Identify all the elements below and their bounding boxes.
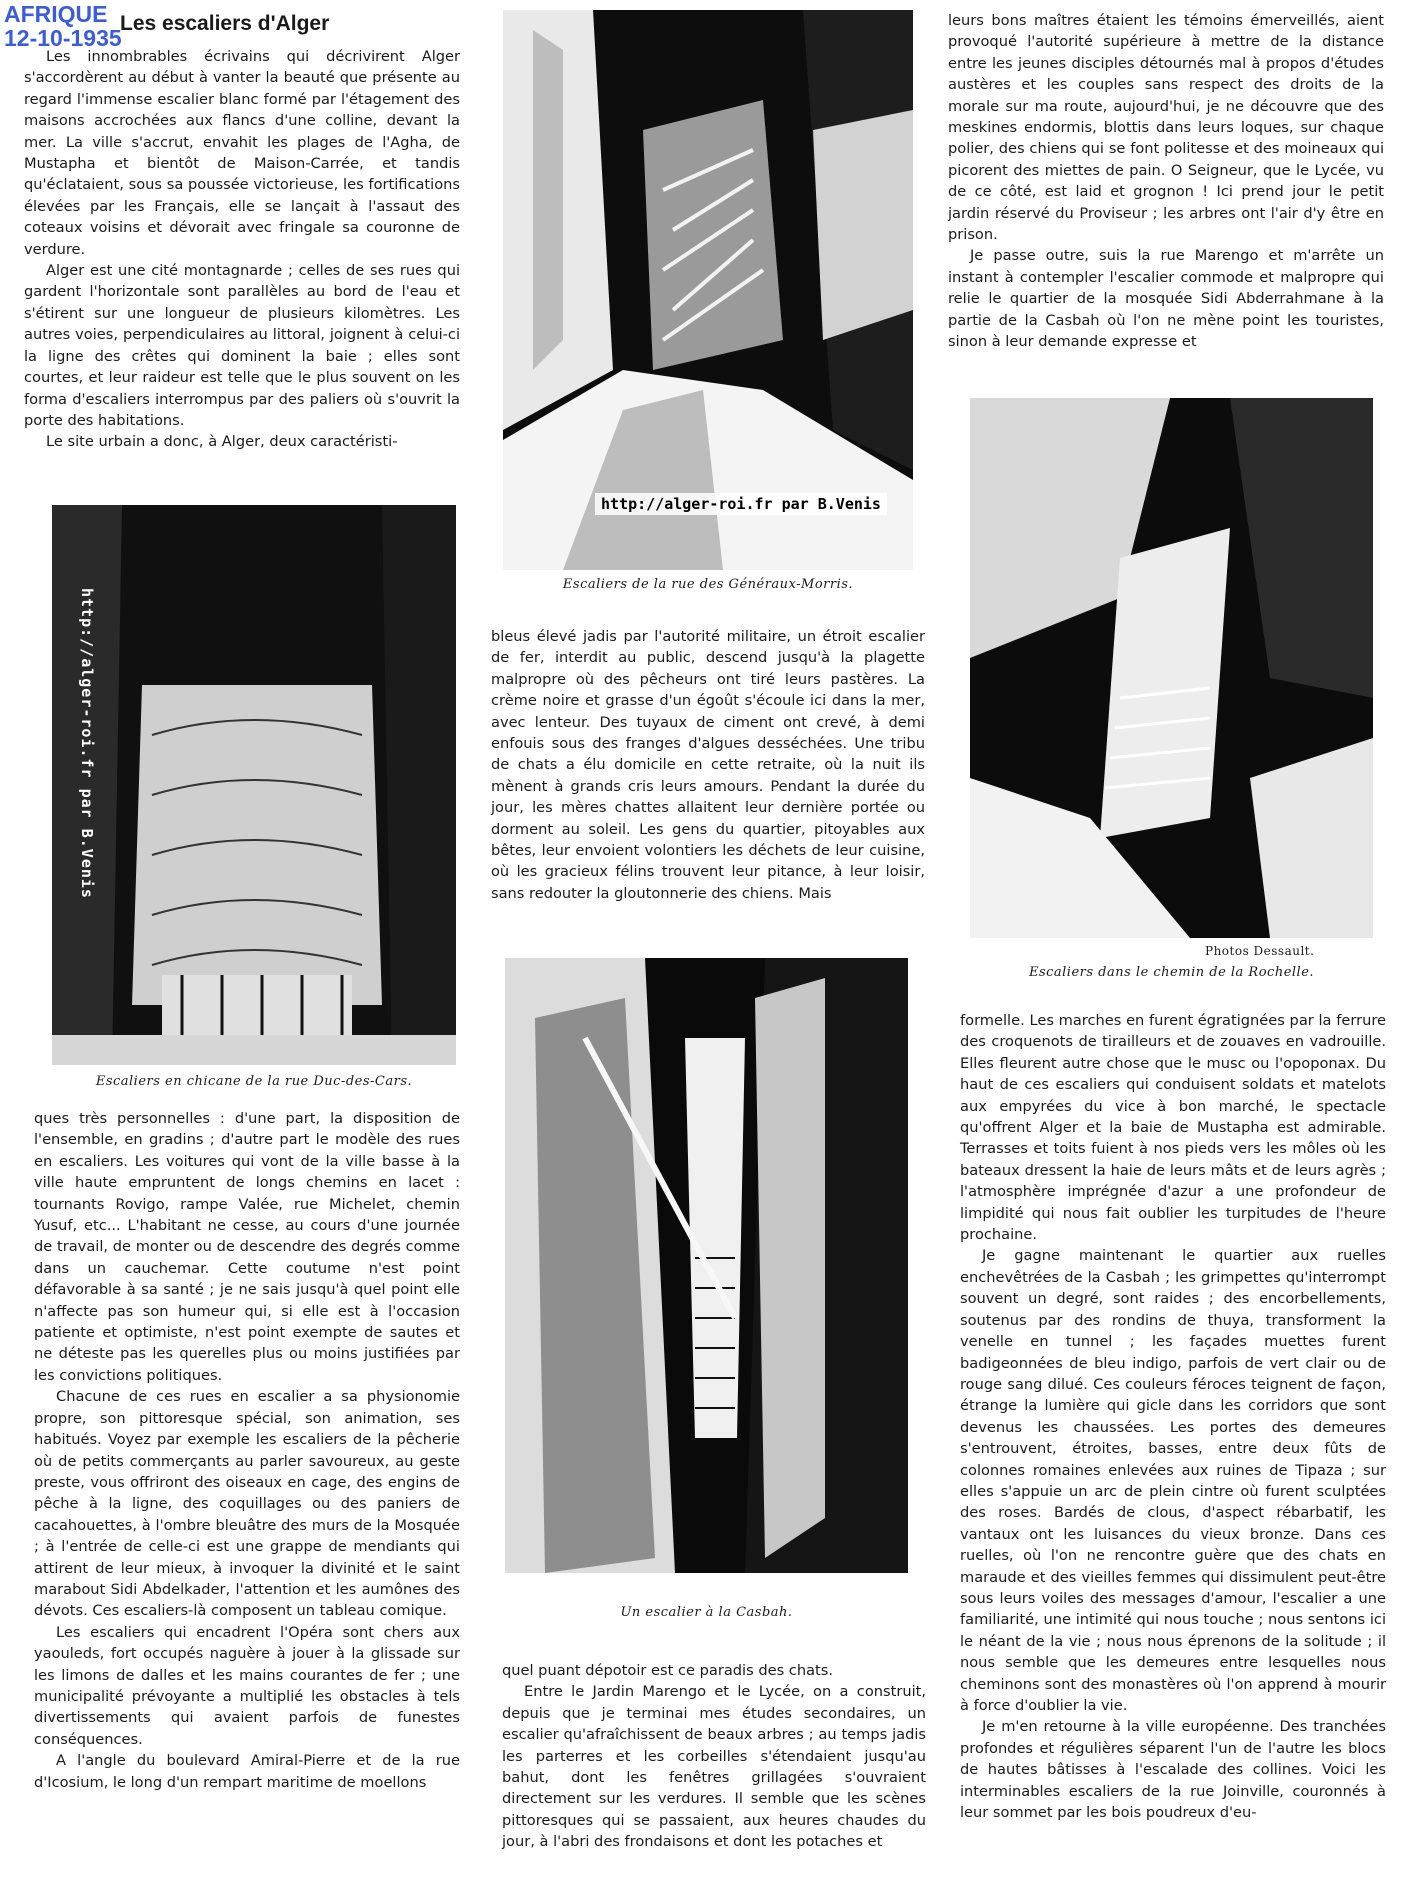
article-title: Les escaliers d'Alger (120, 12, 330, 35)
column-2-middle (491, 626, 925, 904)
paragraph: leurs bons maîtres étaient les témoins émerveillés, aient provoqué l'autorité supérieure à mettre de la distance entre les jeunes disciples détournés mal à propos d'études austères et les couples sans respect des droits de la morale sur ma route, aujourd'hui, je ne découvre que des meskines endormis, blottis dans leurs loques, sur chaque polier, des chiens qui se font politesse et des moineaux qui picorent des miettes de pain. O Seigneur, que le Lycée, vu de ce côté, est laid et grognon ! Ici prend jour le petit jardin réservé du Proviseur ; les arbres ont l'air d'y être en prison. (948, 12, 1384, 244)
paragraph: ques très personnelles : d'une part, la disposition de l'ensemble, en gradins ; d'autre part le modèle des rues en escaliers. Les voitures qui vont de la ville basse à la ville haute empruntent de longs chemins en lacet : tournants Rovigo, rampe Valée, rue Michelet, chemin Yusuf, etc... L'habitant ne cesse, au cours d'une journée de travail, de monter ou de descendre des degrés comme dans un cauchemar. Cette coutume n'est point défavorable à sa santé ; je ne sais jusqu'à quel point elle n'affecte pas son humeur qui, si elle est à l'occasion patiente et optimiste, n'est point exempte de sautes et ne déteste pas les querelles plus ou moins justifiées par les convictions politiques. (34, 1110, 460, 1384)
caption-chemin-rochelle: Escaliers dans le chemin de la Rochelle. (1028, 965, 1315, 980)
paragraph: Le site urbain a donc, à Alger, deux caractéristi- (46, 433, 398, 451)
paragraph: Entre le Jardin Marengo et le Lycée, on a construit, depuis que je terminai mes études secondaires, un escalier qu'afraîchissent de beaux arbres ; au temps jadis les parterres et les corbeilles s'étendaient jusqu'au bahut, dont les fenêtres grillagées s'ouvraient directement sur les verdures. Il semble que les scènes pittoresques qui se passaient, aux heures chaudes du jour, à l'abri des frondaisons et dont les potaches et (502, 1683, 926, 1851)
paragraph: Les innombrables écrivains qui décrivirent Alger s'accordèrent au début à vanter la beauté que présente au regard l'immense escalier blanc formé par l'étagement des maisons accrochées aux flancs d'une colline, devant la mer. La ville s'accrut, envahit les plages de l'Agha, de Mustapha et bientôt de Maison-Carrée, et tandis qu'éclataient, sous sa poussée victorieuse, les fortifications élevées par les Français, elle se lançait à l'assaut des coteaux voisins et dévorait avec fringale sa couronne de verdure. (24, 48, 460, 258)
paragraph: quel puant dépotoir est ce paradis des chats. (502, 1662, 833, 1679)
paragraph: bleus élevé jadis par l'autorité militaire, un étroit escalier de fer, interdit au public, descend jusqu'à la plagette malpropre où des pêcheurs ont tiré leurs pastères. La crème noire et grasse d'un égoût s'écoule ici dans la mer, avec lenteur. Des tuyaux de ciment ont crevé, à demi enfouis sous des franges d'algues desséchées. Une tribu de chats a élu domicile en cette retraite, où la nuit ils mènent à grands cris leurs amours. Pendant la durée du jour, les mères chattes allaitent leur dernière portée ou dorment au soleil. Les gens du quartier, pitoyables aux bêtes, leur envoient volontiers les déchets de leur cuisine, où les gracieux félins trouvent leur pitance, à leur loisir, sans redouter la gloutonnerie des chiens. Mais (491, 628, 925, 902)
column-3-top (948, 10, 1384, 353)
paragraph: Je passe outre, suis la rue Marengo et m'arrête un instant à contempler l'escalier commode et malpropre qui relie le quartier de la mosquée Sidi Abderrahmane à la partie de la Casbah où l'on ne mène point les touristes, sinon à leur demande expresse et (948, 247, 1384, 351)
stamp-publication-name: AFRIQUE (4, 1, 108, 27)
column-1-bottom (34, 1108, 460, 1793)
watermark-left-photo: http://alger-roi.fr par B.Venis (78, 588, 96, 899)
paragraph: Je m'en retourne à la ville européenne. Des tranchées profondes et régulières séparent l'un de l'autre les blocs de hautes bâtisses à l'escalade des collines. Voici les interminables escaliers de la rue Joinville, couronnés à leur sommet par les bois poudreux d'eu- (960, 1718, 1386, 1822)
photo-stairs-duc-des-cars (52, 505, 456, 1065)
column-3-bottom (960, 1010, 1386, 1823)
stamp-date: 12-10-1935 (4, 25, 122, 51)
watermark-top-photo: http://alger-roi.fr par B.Venis (595, 493, 887, 515)
photo-stairs-casbah (505, 958, 908, 1573)
paragraph: Chacune de ces rues en escalier a sa physionomie propre, son pittoresque spécial, son animation, ses habitués. Voyez par exemple les escaliers de la pêcherie où de petits commerçants au parler savoureux, au geste preste, vous offriront des oiseaux en cage, des engins de pêche à la ligne, des coquillages ou des paniers de cacahouettes, à l'ombre bleuâtre des murs de la Mosquée ; à l'entrée de celle-ci est une grappe de mendiants qui attirent de leur mieux, à invoquer la divinité et le saint marabout Sidi Abdelkader, l'attention et les aumônes des dévots. Ces escaliers-là composent un tableau comique. (34, 1388, 460, 1620)
column-1-top (24, 46, 460, 453)
column-2-bottom (502, 1660, 926, 1853)
publication-stamp (4, 2, 122, 50)
paragraph: Je gagne maintenant le quartier aux ruelles enchevêtrées de la Casbah ; les grimpettes qu'interrompt souvent un degré, sont raides ; des encorbellements, soutenus par des rondins de thuya, transforment la venelle en tunnel ; les façades muettes furent badigeonnées de bleu indigo, parfois de vert clair ou de rouge sang dilué. Ces couleurs féroces teignent de façon, étrange la lumière qui gicle dans les corridors que sont devenus les chaussées. Les portes des demeures s'entrouvent, étroites, basses, entre deux fûts de colonnes romaines enlevées aux ruines de Tipaza ; sur elles s'appuie un arc de plein cintre où furent sculptées des roses. Bardés de clous, d'aspect rébarbatif, les vantaux ont les luisances du vieux bronze. Dans ces ruelles, où l'on ne rencontre guère que des chats en maraude et des vieilles femmes qui dissimulent peut-être sous leurs voiles des messages d'amour, l'escalier a une familiarité, une intimité qui nous touche ; nous sentons ici le néant de la vie ; nous nous éprenons de la solitude ; il nous semble que les demeures entre lesquelles nous cheminons sont des monastères où l'on apprend à mourir à force d'oublier la vie. (960, 1247, 1386, 1714)
paragraph: Les escaliers qui encadrent l'Opéra sont chers aux yaouleds, fort occupés naguère à jouer à la glissade sur les limons de dalles et les mains courantes de fer ; une municipalité prévoyante a multiplié les obstacles à tels divertissements qui avaient parfois de funestes conséquences. (34, 1623, 460, 1748)
photo-credit: Photos Dessault. (1205, 944, 1315, 958)
caption-casbah: Un escalier à la Casbah. (620, 1605, 793, 1620)
paragraph: formelle. Les marches en furent égratignées par la ferrure des croquenots de tirailleurs et de zouaves en vadrouille. Elles fleurent autre chose que le musc ou l'opoponax. Du haut de ces escaliers qui conduisent soldats et matelots aux empyrées du vice à bon marché, le spectacle qu'offrent Alger et la baie de Mustapha est admirable. Terrasses et toits fuient à nos pieds vers les môles où les bateaux dressent la haie de leurs mâts et de leurs agrès ; l'atmosphère imprégnée d'azur a une profondeur de limpidité qui nous fait oublier les turpitudes de l'heure prochaine. (960, 1012, 1386, 1244)
paragraph: A l'angle du boulevard Amiral-Pierre et de la rue d'Icosium, le long d'un rempart maritime de moellons (34, 1752, 460, 1791)
photo-stairs-chemin-rochelle (970, 398, 1373, 938)
caption-generaux-morris: Escaliers de la rue des Généraux-Morris. (562, 577, 854, 592)
photo-stairs-generaux-morris (503, 10, 913, 570)
paragraph: Alger est une cité montagnarde ; celles de ses rues qui gardent l'horizontale sont parallèles au bord de l'eau et s'étirent sur une longueur de plusieurs kilomètres. Les autres voies, perpendiculaires au littoral, joignent à celui-ci la ligne des crêtes qui dominent la baie ; elles sont courtes, et leur raideur est telle que le plus souvent on les forma d'escaliers interrompus par des paliers où s'ouvrit la porte des habitations. (24, 262, 460, 429)
caption-duc-des-cars: Escaliers en chicane de la rue Duc-des-Cars. (95, 1074, 413, 1089)
